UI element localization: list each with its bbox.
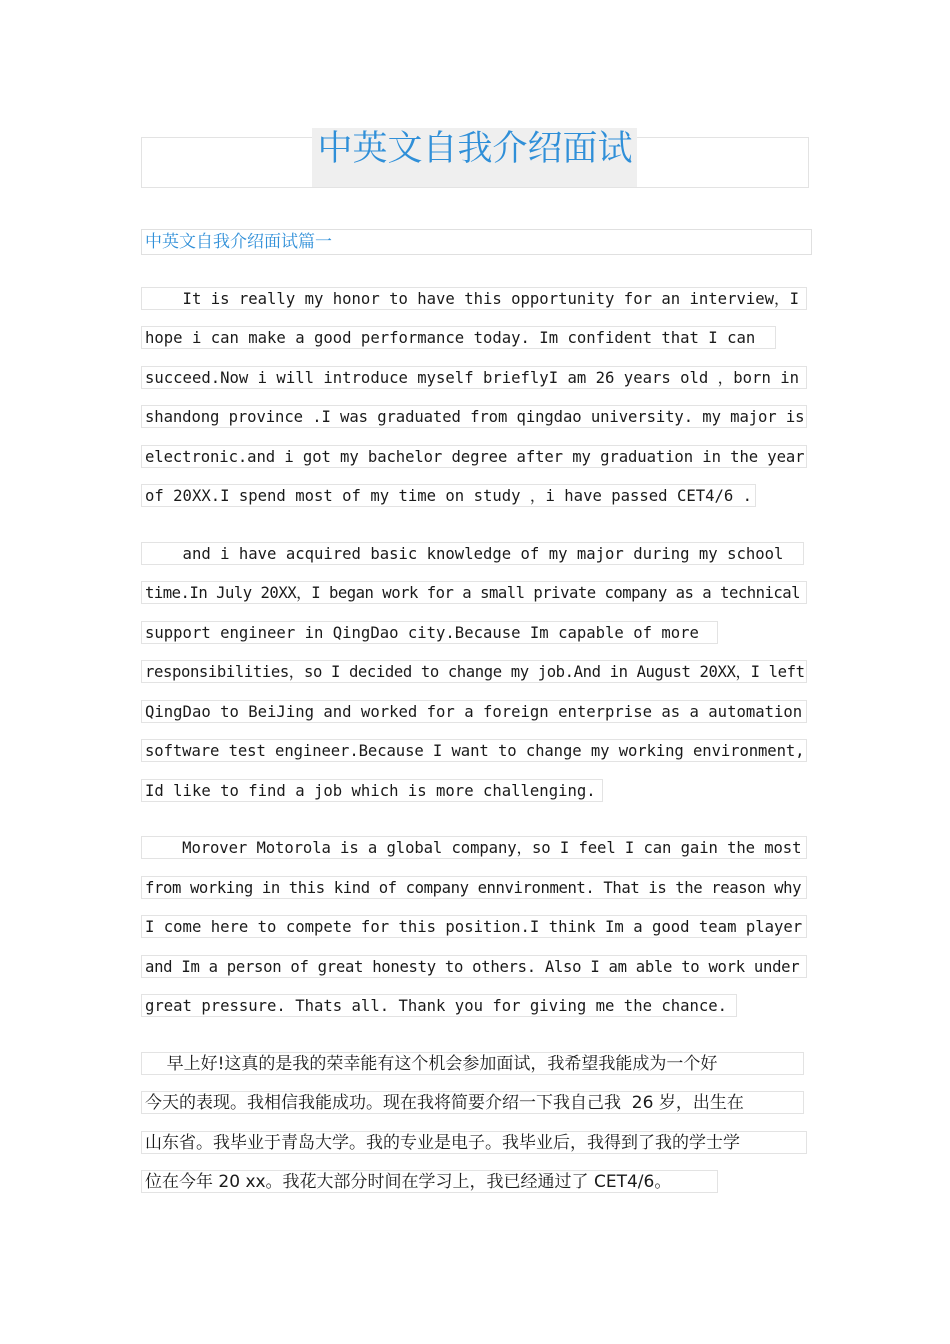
paragraph-line: 今天的表现。我相信我能成功。现在我将简要介绍一下我自己我 26 岁，出生在: [141, 1091, 804, 1114]
section-title: 中英文自我介绍面试篇一: [141, 229, 812, 255]
paragraph-line: succeed.Now i will introduce myself brieflyI am 26 years old ，born in: [141, 366, 807, 389]
page-title: 中英文自我介绍面试: [317, 129, 633, 169]
paragraph-line: great pressure. Thats all. Thank you for giving me the chance.: [141, 994, 737, 1017]
paragraph-line: I come here to compete for this position.I think Im a good team player: [141, 915, 807, 938]
paragraph-line: and i have acquired basic knowledge of my major during my school: [141, 542, 804, 565]
paragraph-line: 山东省。我毕业于青岛大学。我的专业是电子。我毕业后，我得到了我的学士学: [141, 1131, 807, 1154]
paragraph-line: QingDao to BeiJing and worked for a foreign enterprise as a automation: [141, 700, 807, 723]
paragraph-line: from working in this kind of company ennvironment. That is the reason why: [141, 876, 807, 899]
paragraph-line: of 20XX.I spend most of my time on study ，i have passed CET4/6 .: [141, 484, 756, 507]
paragraph-line: responsibilities，so I decided to change my job.And in August 20XX，I left: [141, 660, 807, 683]
paragraph-line: 位在今年 20 xx。我花大部分时间在学习上，我已经通过了 CET4/6。: [141, 1170, 718, 1193]
paragraph-line: electronic.and i got my bachelor degree after my graduation in the year: [141, 445, 807, 468]
paragraph-line: 早上好!这真的是我的荣幸能有这个机会参加面试，我希望我能成为一个好: [141, 1052, 804, 1075]
paragraph-line: shandong province .I was graduated from qingdao university. my major is: [141, 405, 807, 428]
paragraph-line: Morover Motorola is a global company，so I feel I can gain the most: [141, 836, 807, 859]
paragraph-line: Id like to find a job which is more challenging.: [141, 779, 603, 802]
paragraph-line: and Im a person of great honesty to others. Also I am able to work under: [141, 955, 807, 978]
paragraph-line: support engineer in QingDao city.Because Im capable of more: [141, 621, 718, 644]
paragraph-line: software test engineer.Because I want to change my working environment,: [141, 739, 807, 762]
paragraph-line: time.In July 20XX，I began work for a small private company as a technical: [141, 581, 807, 604]
paragraph-line: It is really my honor to have this opportunity for an interview，I: [141, 287, 807, 310]
paragraph-line: hope i can make a good performance today. Im confident that I can: [141, 326, 776, 349]
